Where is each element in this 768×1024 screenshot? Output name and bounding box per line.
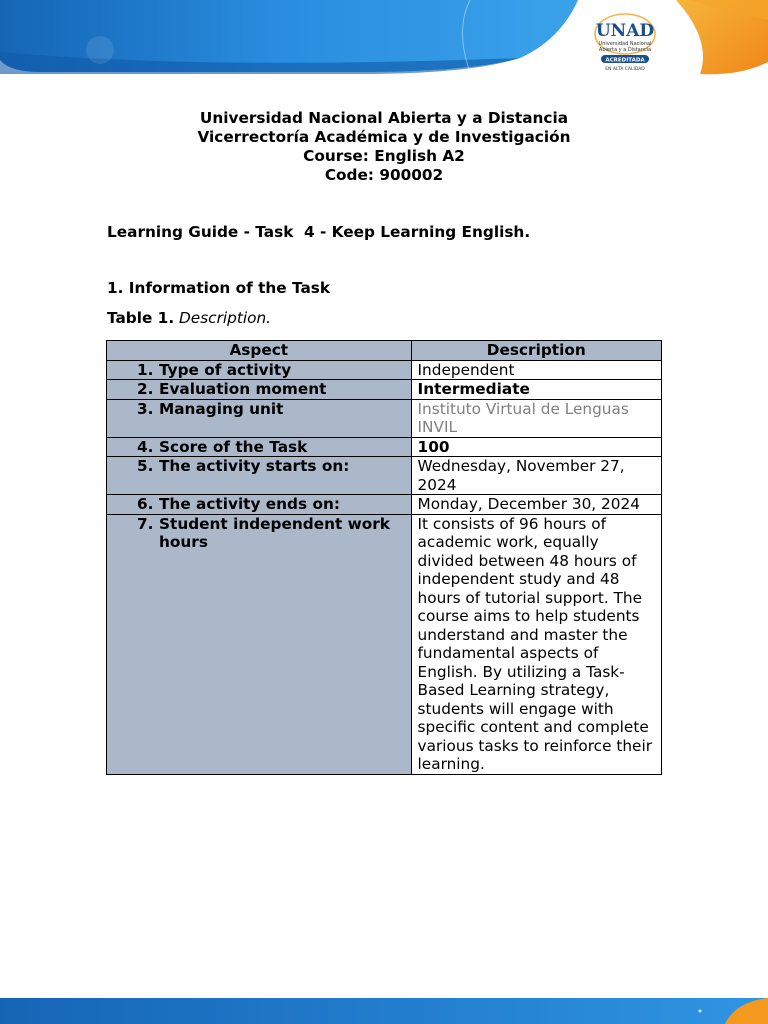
section-title: 1. Information of the Task [107, 279, 331, 297]
aspect-label: The activity starts on: [159, 457, 350, 475]
table-row [107, 514, 662, 774]
aspect-cell [107, 360, 412, 380]
vice-rectory: Vicerrectoría Académica y de Investigación [197, 128, 571, 146]
aspect-label: Managing unit [159, 399, 284, 418]
description-cell: It consists of 96 hours of academic work, equally divided between 48 hours of independent study and 48 hours of tutorial support. The course aims to help students understand and master the fundamental aspects of English. By utilizing a Task-Based Learning strategy, students will engage with specific content and complete various tasks to reinforce their learning. [411, 514, 661, 774]
header-description: Description [411, 341, 661, 361]
table-row [107, 495, 662, 515]
unad-logo [583, 10, 667, 74]
aspect-label: Score of the Task [159, 437, 308, 456]
aspect-number: 1. [137, 360, 154, 379]
logo-line1: Universidad Nacional [598, 41, 652, 47]
aspect-cell [107, 514, 412, 774]
aspect-cell [107, 457, 412, 495]
university-name: Universidad Nacional Abierta y a Distancia [199, 109, 569, 127]
task-info-table [106, 340, 662, 775]
description-cell: Monday, December 30, 2024 [411, 495, 661, 515]
logo-seal: ACREDITADA [605, 57, 645, 64]
guide-title: Learning Guide - Task 4 - Keep Learning English. [107, 223, 531, 241]
aspect-number: 2. [137, 380, 154, 398]
aspect-number: 5. [137, 457, 154, 475]
description-cell: Wednesday, November 27, 2024 [411, 457, 661, 495]
table-caption-text: Description. [179, 309, 271, 327]
table-row [107, 437, 662, 457]
table-row [107, 457, 662, 495]
aspect-cell [107, 399, 412, 437]
table-row [107, 399, 662, 437]
table-header-row [107, 341, 662, 361]
aspect-number: 6. [137, 495, 154, 513]
aspect-number: 3. [137, 399, 154, 418]
aspect-cell [107, 437, 412, 457]
aspect-number: 4. [137, 437, 154, 456]
aspect-number: 7. [137, 514, 154, 533]
description-cell: 100 [411, 437, 661, 457]
logo-seal-sub: EN ALTA CALIDAD [605, 67, 645, 72]
table-caption-label: Table 1. [107, 309, 175, 327]
course-code: Code: 900002 [324, 166, 444, 184]
table-row [107, 360, 662, 380]
description-cell: Intermediate [411, 380, 661, 400]
aspect-label: Type of activity [159, 360, 292, 379]
description-cell: Instituto Virtual de Lenguas INVIL [411, 399, 661, 437]
footer-banner [0, 994, 768, 1024]
aspect-label: Evaluation moment [159, 380, 327, 398]
document-heading [0, 109, 768, 185]
table-row [107, 380, 662, 400]
description-cell: Independent [411, 360, 661, 380]
aspect-cell [107, 495, 412, 515]
logo-line2: Abierta y a Distancia [598, 47, 652, 53]
aspect-label: Student independent work hours [159, 514, 390, 551]
logo-wordmark: UNAD [595, 21, 655, 41]
header-aspect: Aspect [107, 341, 412, 361]
course-name: Course: English A2 [303, 147, 465, 165]
aspect-label: The activity ends on: [159, 495, 340, 513]
table-caption [107, 309, 271, 327]
aspect-cell [107, 380, 412, 400]
